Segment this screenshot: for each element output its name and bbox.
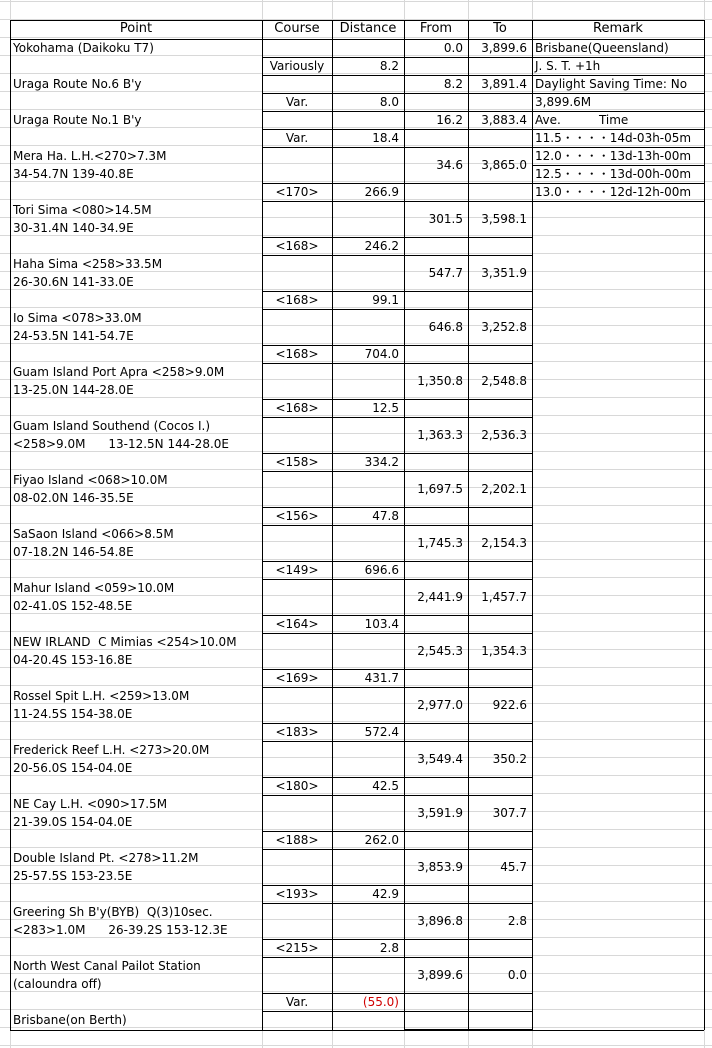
grid-line [262,93,404,94]
grid-line [404,291,532,292]
to-cell: 3,891.4 [481,77,527,91]
point-name [10,957,262,993]
grid-line [404,471,532,472]
header-from: From [419,21,453,36]
header-to: To [493,21,507,36]
grid-line [532,20,533,1030]
grid-line [262,399,404,400]
distance-cell: 42.9 [372,887,399,901]
to-cell: 1,457.7 [481,590,527,604]
to-cell: 3,351.9 [481,266,527,280]
distance-cell: 8.2 [379,59,399,73]
grid-line [262,507,404,508]
grid-line [262,453,404,454]
header-course: Course [274,21,320,36]
grid-line [262,147,404,148]
from-cell: 2,977.0 [417,698,463,712]
grid-line [262,201,404,202]
from-cell: 301.5 [428,212,463,226]
point-name [10,417,262,453]
grid-line [404,579,532,580]
from-cell: 3,549.4 [417,752,463,766]
to-cell: 2,548.8 [481,374,527,388]
point-line-1: North West Canal Pailot Station [13,959,201,973]
course-cell: <193> [275,887,319,901]
to-cell: 3,598.1 [481,212,527,226]
from-cell: 547.7 [428,266,463,280]
remark-line: Ave. Time [535,113,629,127]
grid-line [404,669,532,670]
grid-line [10,20,704,21]
grid-line [262,75,404,76]
grid-line [532,201,704,202]
point-line-1: Tori Sima <080>14.5M [13,203,152,217]
point-name [10,201,262,237]
point-line-1: Haha Sima <258>33.5M [13,257,163,271]
course-cell: <164> [275,617,319,631]
point-line-2: 24-53.5N 141-54.7E [13,329,134,343]
grid-line [10,1030,704,1031]
course-cell: Var. [285,995,309,1009]
point-line-2: 34-54.7N 139-40.8E [13,167,134,181]
from-cell: 16.2 [436,113,463,127]
grid-line [532,111,704,112]
grid-line [704,20,705,1030]
to-cell: 45.7 [500,860,527,874]
grid-line [404,633,532,634]
grid-line [404,849,532,850]
point-name [10,633,262,669]
point-line-2: <258>9.0M 13-12.5N 144-28.0E [13,437,229,451]
grid-line [404,957,532,958]
course-cell: <215> [275,941,319,955]
grid-line [10,20,11,1030]
point-line-2: <283>1.0M 26-39.2S 153-12.3E [13,923,228,937]
grid-line [404,939,532,940]
grid-line [404,309,532,310]
distance-cell: 47.8 [372,509,399,523]
grid-line [404,777,532,778]
point-line-1: Frederick Reef L.H. <273>20.0M [13,743,210,757]
point-name [10,903,262,939]
remark-line: J. S. T. +1h [535,59,601,73]
to-cell: 3,899.6 [481,41,527,55]
course-cell: <156> [275,509,319,523]
from-cell: 3,896.8 [417,914,463,928]
grid-line [262,291,404,292]
grid-line [404,255,532,256]
grid-line [262,939,404,940]
grid-line [262,309,404,310]
grid-line [262,417,404,418]
grid-line [404,93,532,94]
grid-line [404,615,532,616]
distance-cell: 704.0 [364,347,399,361]
point-name [10,363,262,399]
grid-line [262,111,404,112]
grid-line [262,723,404,724]
point-line-1: Uraga Route No.6 B'y [13,77,142,91]
point-line-2: (caloundra off) [13,977,102,991]
grid-line [262,471,404,472]
point-line-1: Io Sima <078>33.0M [13,311,142,325]
point-line-2: 20-56.0S 154-04.0E [13,761,133,775]
to-cell: 0.0 [507,968,527,982]
grid-line [262,669,404,670]
grid-line [404,561,532,562]
course-cell: <168> [275,401,319,415]
from-cell: 1,745.3 [417,536,463,550]
grid-line [532,75,704,76]
course-cell: <180> [275,779,319,793]
course-cell: <168> [275,347,319,361]
point-name [10,1011,262,1029]
to-cell: 2,154.3 [481,536,527,550]
grid-line [404,129,532,130]
grid-line [262,129,404,130]
grid-line [532,57,704,58]
point-line-1: Fiyao Island <068>10.0M [13,473,168,487]
grid-line [262,903,404,904]
distance-cell: 18.4 [372,131,399,145]
grid-line [404,1029,532,1030]
to-cell: 3,883.4 [481,113,527,127]
grid-line [532,165,704,166]
point-line-2: 21-39.0S 154-04.0E [13,815,133,829]
grid-line [10,39,704,40]
grid-line [262,57,404,58]
point-line-1: Double Island Pt. <278>11.2M [13,851,199,865]
point-name [10,741,262,777]
from-cell: 3,591.9 [417,806,463,820]
point-name [10,39,262,57]
grid-line [262,615,404,616]
grid-line [404,1011,532,1012]
grid-line [262,183,404,184]
grid-line [404,399,532,400]
grid-line [262,579,404,580]
grid-line [262,255,404,256]
header-remark: Remark [593,21,643,36]
grid-line [262,345,404,346]
grid-line [262,237,404,238]
point-line-1: Guam Island Port Apra <258>9.0M [13,365,225,379]
grid-line [532,147,704,148]
grid-line [532,183,704,184]
point-line-2: 02-41.0S 152-48.5E [13,599,133,613]
grid-line [404,111,532,112]
point-name [10,795,262,831]
grid-line [262,795,404,796]
to-cell: 3,865.0 [481,158,527,172]
point-name [10,75,262,93]
to-cell: 2.8 [507,914,527,928]
grid-line [404,417,532,418]
point-name [10,849,262,885]
distance-cell: 2.8 [379,941,399,955]
grid-line [262,831,404,832]
grid-line [532,129,704,130]
grid-line [0,1045,712,1046]
point-line-1: NE Cay L.H. <090>17.5M [13,797,168,811]
distance-cell: 8.0 [379,95,399,109]
distance-cell: (55.0) [362,995,399,1009]
distance-cell: 246.2 [364,239,399,253]
grid-line [404,57,532,58]
from-cell: 646.8 [428,320,463,334]
distance-cell: 103.4 [364,617,399,631]
point-line-1: Yokohama (Daikoku T7) [13,41,154,55]
from-cell: 1,363.3 [417,428,463,442]
grid-line [404,723,532,724]
grid-line [262,885,404,886]
grid-line [404,525,532,526]
remark-line: 3,899.6M [535,95,592,109]
course-cell: <169> [275,671,319,685]
grid-line [532,93,704,94]
remark-line: 12.0・・・・13d-13h-00m [535,149,692,163]
grid-line [404,75,532,76]
point-name [10,255,262,291]
remark-line: Brisbane(Queensland) [535,41,669,55]
point-line-2: 25-57.5S 153-23.5E [13,869,133,883]
grid-line [404,687,532,688]
remark-line: 13.0・・・・12d-12h-00m [535,185,692,199]
grid-line [262,741,404,742]
point-name [10,111,262,129]
header-distance: Distance [339,21,397,36]
point-line-1: SaSaon Island <066>8.5M [13,527,174,541]
grid-line [262,777,404,778]
distance-cell: 334.2 [364,455,399,469]
grid-line [404,345,532,346]
course-cell: Var. [285,131,309,145]
point-line-2: 07-18.2N 146-54.8E [13,545,134,559]
point-line-2: 13-25.0N 144-28.0E [13,383,134,397]
grid-line [262,957,404,958]
grid-line [404,453,532,454]
distance-cell: 696.6 [364,563,399,577]
distance-cell: 12.5 [372,401,399,415]
from-cell: 34.6 [436,158,463,172]
grid-line [404,741,532,742]
from-cell: 0.0 [443,41,463,55]
header-point: Point [119,21,153,36]
point-line-1: Mahur Island <059>10.0M [13,581,175,595]
remark-line: Daylight Saving Time: No [535,77,688,91]
to-cell: 350.2 [492,752,527,766]
grid-line [404,795,532,796]
course-cell: Variously [269,59,325,73]
from-cell: 1,697.5 [417,482,463,496]
distance-cell: 266.9 [364,185,399,199]
grid-line [404,993,532,994]
from-cell: 2,545.3 [417,644,463,658]
course-cell: <188> [275,833,319,847]
from-cell: 2,441.9 [417,590,463,604]
grid-line [404,201,532,202]
course-cell: Var. [285,95,309,109]
grid-line [404,885,532,886]
point-line-1: Uraga Route No.1 B'y [13,113,142,127]
grid-line [404,147,532,148]
grid-line [404,507,532,508]
grid-line [404,903,532,904]
point-line-1: Rossel Spit L.H. <259>13.0M [13,689,190,703]
distance-cell: 42.5 [372,779,399,793]
grid-line [404,237,532,238]
to-cell: 2,202.1 [481,482,527,496]
to-cell: 2,536.3 [481,428,527,442]
grid-line [404,183,532,184]
course-cell: <168> [275,239,319,253]
point-line-1: Mera Ha. L.H.<270>7.3M [13,149,167,163]
grid-line [262,561,404,562]
remark-line: 12.5・・・・13d-00h-00m [535,167,692,181]
grid-line [0,1,712,2]
point-name [10,309,262,345]
grid-line [262,993,404,994]
point-line-2: 04-20.4S 153-16.8E [13,653,133,667]
course-cell: <158> [275,455,319,469]
point-name [10,687,262,723]
point-line-1: Greering Sh B'y(BYB) Q(3)10sec. [13,905,213,919]
point-line-2: 11-24.5S 154-38.0E [13,707,133,721]
to-cell: 3,252.8 [481,320,527,334]
from-cell: 3,899.6 [417,968,463,982]
course-cell: <183> [275,725,319,739]
to-cell: 307.7 [492,806,527,820]
point-line-2: 26-30.6N 141-33.0E [13,275,134,289]
to-cell: 922.6 [492,698,527,712]
course-cell: <170> [275,185,319,199]
distance-cell: 262.0 [364,833,399,847]
grid-line [262,1011,404,1012]
point-line-2: 30-31.4N 140-34.9E [13,221,134,235]
course-cell: <149> [275,563,319,577]
course-cell: <168> [275,293,319,307]
point-name [10,579,262,615]
point-line-1: NEW IRLAND C Mimias <254>10.0M [13,635,237,649]
to-cell: 1,354.3 [481,644,527,658]
grid-line [262,633,404,634]
distance-cell: 431.7 [364,671,399,685]
grid-line [404,363,532,364]
point-name [10,147,262,183]
grid-line [262,687,404,688]
point-line-1: Guam Island Southend (Cocos I.) [13,419,211,433]
distance-cell: 99.1 [372,293,399,307]
grid-line [262,525,404,526]
point-line-1: Brisbane(on Berth) [13,1013,127,1027]
point-line-2: 08-02.0N 146-35.5E [13,491,134,505]
remark-line: 11.5・・・・14d-03h-05m [535,131,692,145]
from-cell: 1,350.8 [417,374,463,388]
grid-line [262,849,404,850]
from-cell: 8.2 [443,77,463,91]
grid-line [404,831,532,832]
point-name [10,471,262,507]
distance-cell: 572.4 [364,725,399,739]
grid-line [262,363,404,364]
point-name [10,525,262,561]
from-cell: 3,853.9 [417,860,463,874]
